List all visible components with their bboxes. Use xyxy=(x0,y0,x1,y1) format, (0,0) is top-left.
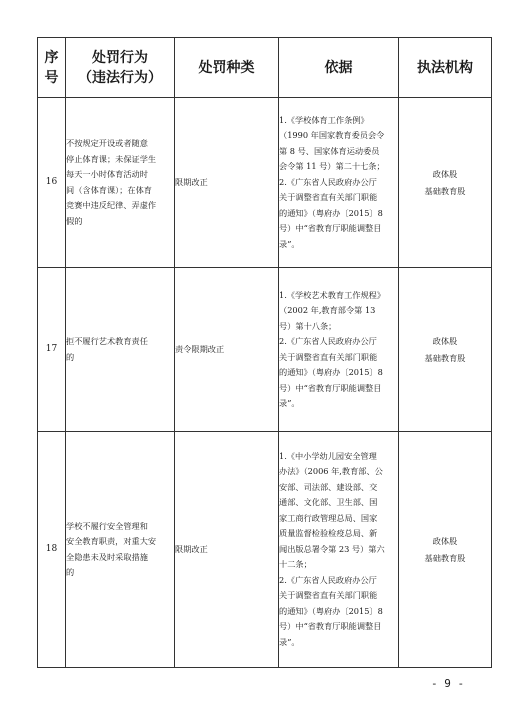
legal-basis-cell xyxy=(279,432,399,668)
basis-line: 的通知》（粤府办〔2015〕8 xyxy=(279,367,383,377)
basis-line: 1.《学校体育工作条例》 xyxy=(279,114,369,125)
basis-line: 1.《中小学幼儿园安全管理 xyxy=(279,450,377,461)
violation-line: 全隐患未及时采取措施 xyxy=(66,551,148,562)
agency-line: 基础教育股 xyxy=(424,352,466,363)
basis-line: 2.《广东省人民政府办公厅 xyxy=(279,336,377,346)
violation-line: 不按规定开设或者随意 xyxy=(66,138,148,148)
basis-line: 的通知》（粤府办〔2015〕8 xyxy=(279,605,383,616)
header-row xyxy=(38,38,492,98)
basis-line: （2002 年,教育部令第 13 xyxy=(279,305,376,315)
header-org: 执法机构 xyxy=(399,38,492,98)
agency-line: 基础教育股 xyxy=(424,552,466,563)
penalty-kind: 限期改正 xyxy=(175,98,279,268)
violation-cell xyxy=(66,98,175,268)
legal-basis-cell xyxy=(279,268,399,432)
legal-basis-cell xyxy=(279,98,399,268)
basis-line: 通部、文化部、卫生部、国 xyxy=(279,497,378,508)
row-number: 16 xyxy=(38,98,66,268)
basis-line: 家工商行政管理总局、国家 xyxy=(279,512,378,523)
violation-line: 的 xyxy=(66,351,75,362)
basis-line: 录”。 xyxy=(279,398,300,408)
header-kind: 处罚种类 xyxy=(175,38,279,98)
basis-line: 第 8 号、国家体育运动委员 xyxy=(279,145,380,156)
basis-line: 闻出版总署令第 23 号）第六 xyxy=(279,543,385,554)
basis-line: 会令第 11 号）第二十七条； xyxy=(279,161,385,172)
table-row xyxy=(38,98,492,268)
violation-cell xyxy=(66,268,175,432)
basis-line: 号）中“省教育厅职能调整目 xyxy=(279,223,382,234)
basis-line: 质量监督检验检疫总局、新 xyxy=(279,528,378,539)
header-act-line2: （违法行为） xyxy=(78,69,162,86)
agency-line: 基础教育股 xyxy=(424,185,466,196)
basis-line: 的通知》（粤府办〔2015〕8 xyxy=(279,207,383,218)
page-number: - 9 - xyxy=(431,677,465,690)
basis-line: 十二条； xyxy=(279,559,312,570)
table-row xyxy=(38,432,492,668)
violation-cell xyxy=(66,432,175,668)
basis-line: 号）中“省教育厅职能调整目 xyxy=(279,382,382,393)
enforcement-agency-cell xyxy=(399,98,492,268)
violation-line: 安全教育职责，对重大安 xyxy=(66,536,157,546)
basis-line: 关于调整省直有关部门职能 xyxy=(279,192,378,203)
table-row xyxy=(38,268,492,432)
basis-line: 号）第十八条； xyxy=(279,320,337,331)
row-number: 17 xyxy=(38,268,66,432)
basis-line: 关于调整省直有关部门职能 xyxy=(279,590,378,601)
basis-line: 录”。 xyxy=(279,636,300,647)
penalty-kind: 限期改正 xyxy=(175,432,279,668)
header-no-line1: 序 xyxy=(44,49,59,66)
agency-line: 政体股 xyxy=(432,335,458,346)
basis-line: 2.《广东省人民政府办公厅 xyxy=(279,176,377,187)
basis-line: （1990 年国家教育委员会令 xyxy=(279,130,385,141)
violation-line: 每天一小时体育活动时 xyxy=(66,169,148,179)
enforcement-agency-cell xyxy=(399,268,492,432)
violation-line: 竞赛中违反纪律、弄虚作 xyxy=(66,200,157,210)
basis-line: 2.《广东省人民政府办公厅 xyxy=(279,574,377,585)
penalty-table xyxy=(37,37,492,668)
header-no xyxy=(38,38,66,98)
enforcement-agency-cell xyxy=(399,432,492,668)
violation-line: 间（含体育课）；在体育 xyxy=(66,184,152,195)
basis-line: 关于调整省直有关部门职能 xyxy=(279,351,378,362)
header-act xyxy=(66,38,175,98)
basis-line: 录”。 xyxy=(279,238,300,249)
basis-line: 安部、司法部、建设部、交 xyxy=(279,481,378,492)
violation-line: 假的 xyxy=(66,215,83,226)
penalty-kind: 责令限期改正 xyxy=(175,268,279,432)
agency-line: 政体股 xyxy=(432,535,458,546)
row-number: 18 xyxy=(38,432,66,668)
basis-line: 办法》（2006 年,教育部、公 xyxy=(279,466,383,477)
agency-line: 政体股 xyxy=(432,168,458,179)
header-no-line2: 号 xyxy=(44,69,59,86)
violation-line: 停止体育课；未保证学生 xyxy=(66,153,157,164)
basis-line: 1.《学校艺术教育工作规程》 xyxy=(279,289,386,300)
violation-line: 学校不履行安全管理和 xyxy=(66,520,148,531)
header-act-line1: 处罚行为 xyxy=(92,49,148,66)
header-basis: 依据 xyxy=(279,38,399,98)
violation-line: 拒不履行艺术教育责任 xyxy=(66,336,148,346)
violation-line: 的 xyxy=(66,567,75,577)
basis-line: 号）中“省教育厅职能调整目 xyxy=(279,621,382,632)
